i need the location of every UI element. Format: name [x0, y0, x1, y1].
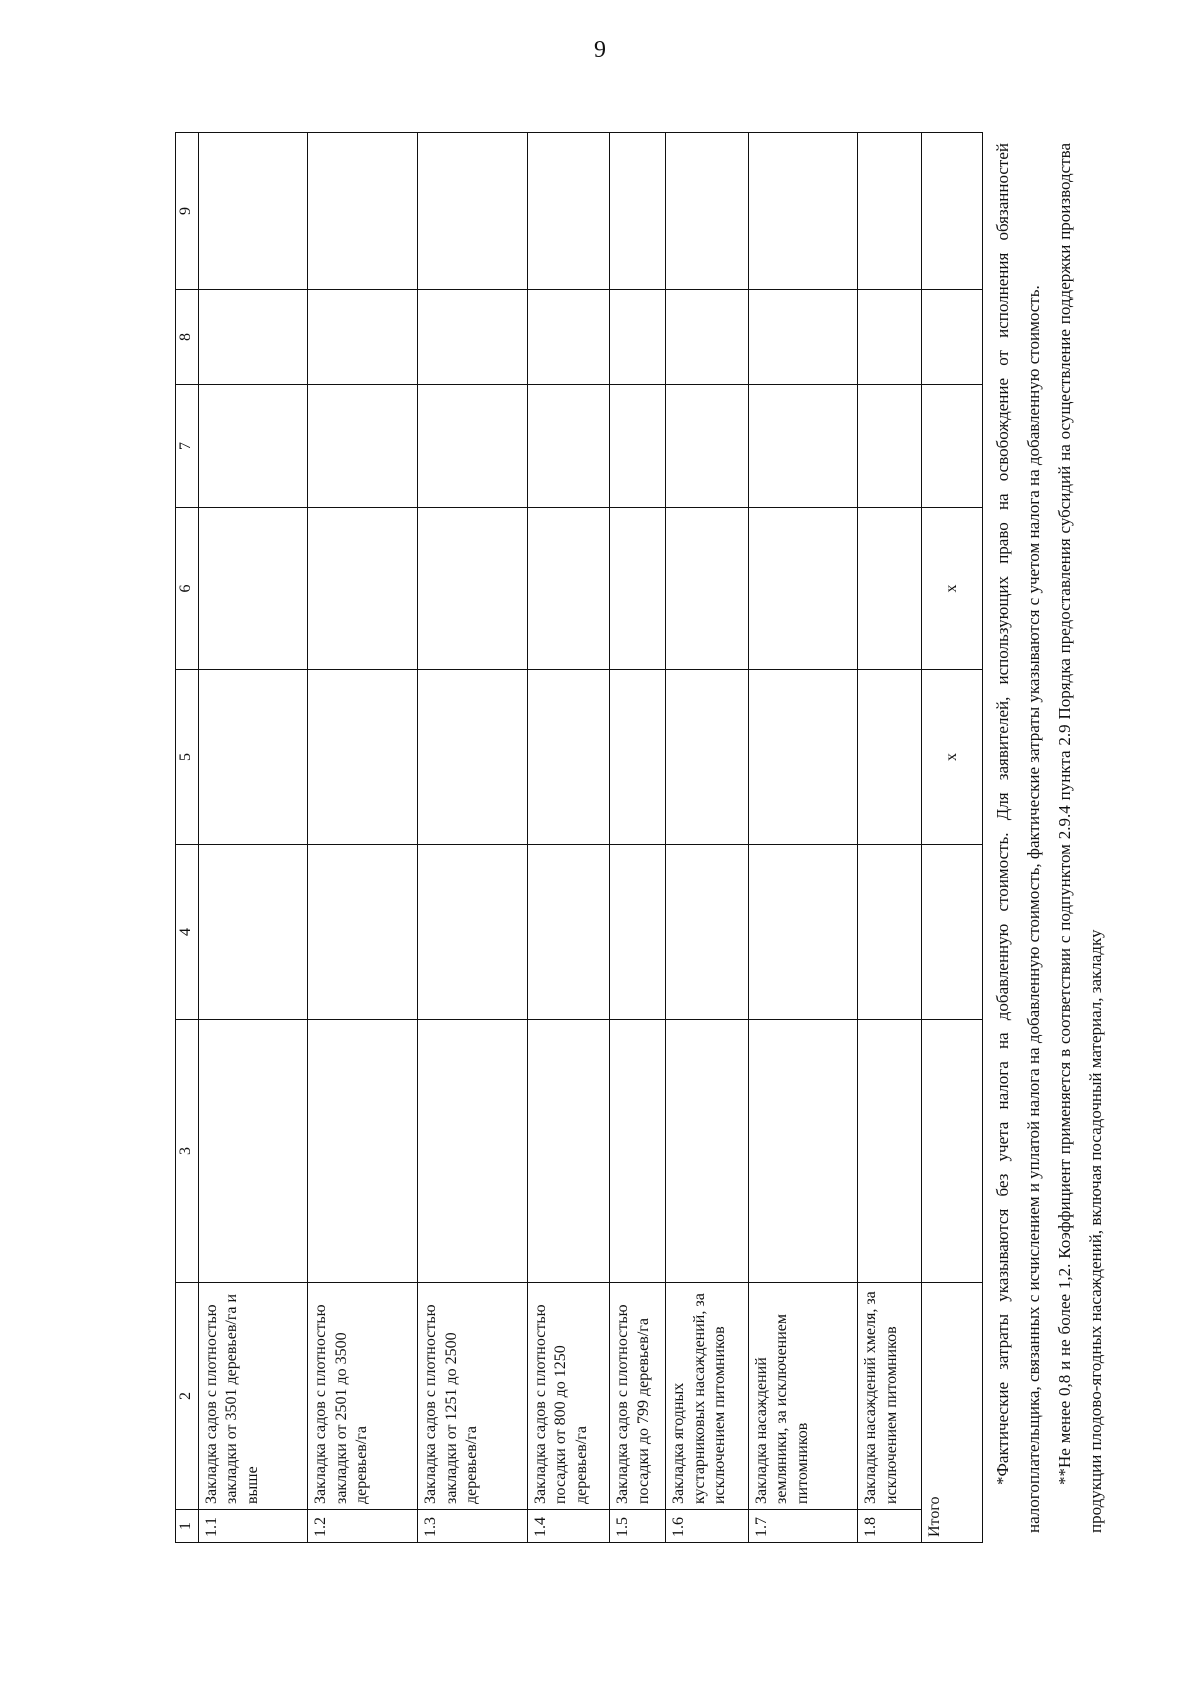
row-name: Закладка садов с плотностью посадки до 799 деревьев/га — [610, 1283, 666, 1510]
footnote-coefficient: **Не менее 0,8 и не более 1,2. Коэффициент применяется в соответствии с подпунктом 2.9.4 пункта 2.9 Порядка предоставления субсидий на осуществление поддержки производства продукции плодово-ягодных насаждений, включая посадочный материал, закладку — [1055, 143, 1105, 1533]
table-cell — [748, 385, 858, 508]
table-row — [418, 133, 528, 1543]
table-cell — [308, 133, 418, 290]
table-cell — [418, 133, 528, 290]
row-number: 1.6 — [666, 1510, 748, 1543]
table-cell — [921, 290, 982, 385]
table-cell — [748, 845, 858, 1020]
column-header: 5 — [176, 670, 199, 845]
table-cell — [666, 845, 748, 1020]
rotated-table-sheet — [175, 133, 1135, 1543]
table-cell — [610, 508, 666, 670]
row-number: 1.5 — [610, 1510, 666, 1543]
table-cell — [198, 290, 308, 385]
table-cell — [528, 670, 610, 845]
footnote-vat: *Фактические затраты указываются без учета налога на добавленную стоимость. Для заявителей, использующих право на освобождение от исполнения обязанностей налогоплательщика, связанных с исчислением и уплатой налога на добавленную стоимость, фактические затраты указываются с учетом налога на добавленную стоимость. — [993, 143, 1043, 1533]
cost-table — [175, 132, 983, 1543]
table-cell — [528, 508, 610, 670]
table-cell — [748, 133, 858, 290]
table-cell — [610, 290, 666, 385]
total-col5: х — [921, 670, 982, 845]
table-cell — [748, 1020, 858, 1283]
table-cell — [610, 385, 666, 508]
table-cell — [666, 133, 748, 290]
table-cell — [418, 1020, 528, 1283]
table-cell — [921, 845, 982, 1020]
table-row — [858, 133, 921, 1543]
table-cell — [610, 670, 666, 845]
row-number: 1.1 — [198, 1510, 308, 1543]
table-cell — [308, 1020, 418, 1283]
table-cell — [528, 1020, 610, 1283]
column-header: 3 — [176, 1020, 199, 1283]
table-cell — [666, 290, 748, 385]
table-row — [748, 133, 858, 1543]
table-row — [610, 133, 666, 1543]
table-cell — [666, 385, 748, 508]
table-cell — [748, 290, 858, 385]
table-cell — [858, 845, 921, 1020]
row-name: Закладка садов с плотностью закладки от 3501 деревьев/га и выше — [198, 1283, 308, 1510]
table-cell — [666, 508, 748, 670]
row-number: 1.3 — [418, 1510, 528, 1543]
column-header: 6 — [176, 508, 199, 670]
column-header: 9 — [176, 133, 199, 290]
table-header-row — [176, 133, 199, 1543]
table-cell — [308, 845, 418, 1020]
table-cell — [418, 508, 528, 670]
table-cell — [858, 508, 921, 670]
row-name: Закладка насаждений земляники, за исключением питомников — [748, 1283, 858, 1510]
table-cell — [308, 290, 418, 385]
table-cell — [748, 508, 858, 670]
table-cell — [528, 845, 610, 1020]
table-cell — [198, 133, 308, 290]
total-row — [921, 133, 982, 1543]
column-header: 1 — [176, 1510, 199, 1543]
row-name: Закладка садов с плотностью закладки от 1251 до 2500 деревьев/га — [418, 1283, 528, 1510]
table-cell — [610, 845, 666, 1020]
table-cell — [666, 670, 748, 845]
table-cell — [418, 290, 528, 385]
row-name: Закладка садов с плотностью закладки от 2501 до 3500 деревьев/га — [308, 1283, 418, 1510]
table-cell — [748, 670, 858, 845]
column-header: 2 — [176, 1283, 199, 1510]
table-cell — [308, 385, 418, 508]
table-cell — [308, 670, 418, 845]
row-name: Закладка садов с плотностью посадки от 800 до 1250 деревьев/га — [528, 1283, 610, 1510]
column-header: 8 — [176, 290, 199, 385]
column-header: 7 — [176, 385, 199, 508]
footnotes — [983, 133, 1135, 1543]
table-cell — [858, 385, 921, 508]
total-col6: х — [921, 508, 982, 670]
table-cell — [198, 385, 308, 508]
total-label: Итого — [921, 1283, 982, 1543]
table-cell — [921, 133, 982, 290]
table-row — [308, 133, 418, 1543]
table-cell — [308, 508, 418, 670]
table-cell — [198, 508, 308, 670]
table-cell — [418, 385, 528, 508]
table-cell — [418, 845, 528, 1020]
row-name: Закладка ягодных кустарниковых насаждений, за исключением питомников — [666, 1283, 748, 1510]
table-cell — [610, 133, 666, 290]
table-cell — [858, 670, 921, 845]
row-number: 1.7 — [748, 1510, 858, 1543]
column-header: 4 — [176, 845, 199, 1020]
table-cell — [528, 385, 610, 508]
table-cell — [610, 1020, 666, 1283]
table-cell — [921, 385, 982, 508]
table-cell — [858, 290, 921, 385]
table-row — [528, 133, 610, 1543]
table-row — [198, 133, 308, 1543]
table-cell — [198, 845, 308, 1020]
table-cell — [921, 1020, 982, 1283]
row-number: 1.4 — [528, 1510, 610, 1543]
row-number: 1.2 — [308, 1510, 418, 1543]
table-row — [666, 133, 748, 1543]
row-name: Закладка насаждений хмеля, за исключением питомников — [858, 1283, 921, 1510]
table-cell — [198, 1020, 308, 1283]
table-cell — [858, 1020, 921, 1283]
table-cell — [198, 670, 308, 845]
row-number: 1.8 — [858, 1510, 921, 1543]
table-cell — [858, 133, 921, 290]
table-cell — [666, 1020, 748, 1283]
table-cell — [528, 290, 610, 385]
table-cell — [528, 133, 610, 290]
page-number: 9 — [594, 37, 606, 63]
table-cell — [418, 670, 528, 845]
